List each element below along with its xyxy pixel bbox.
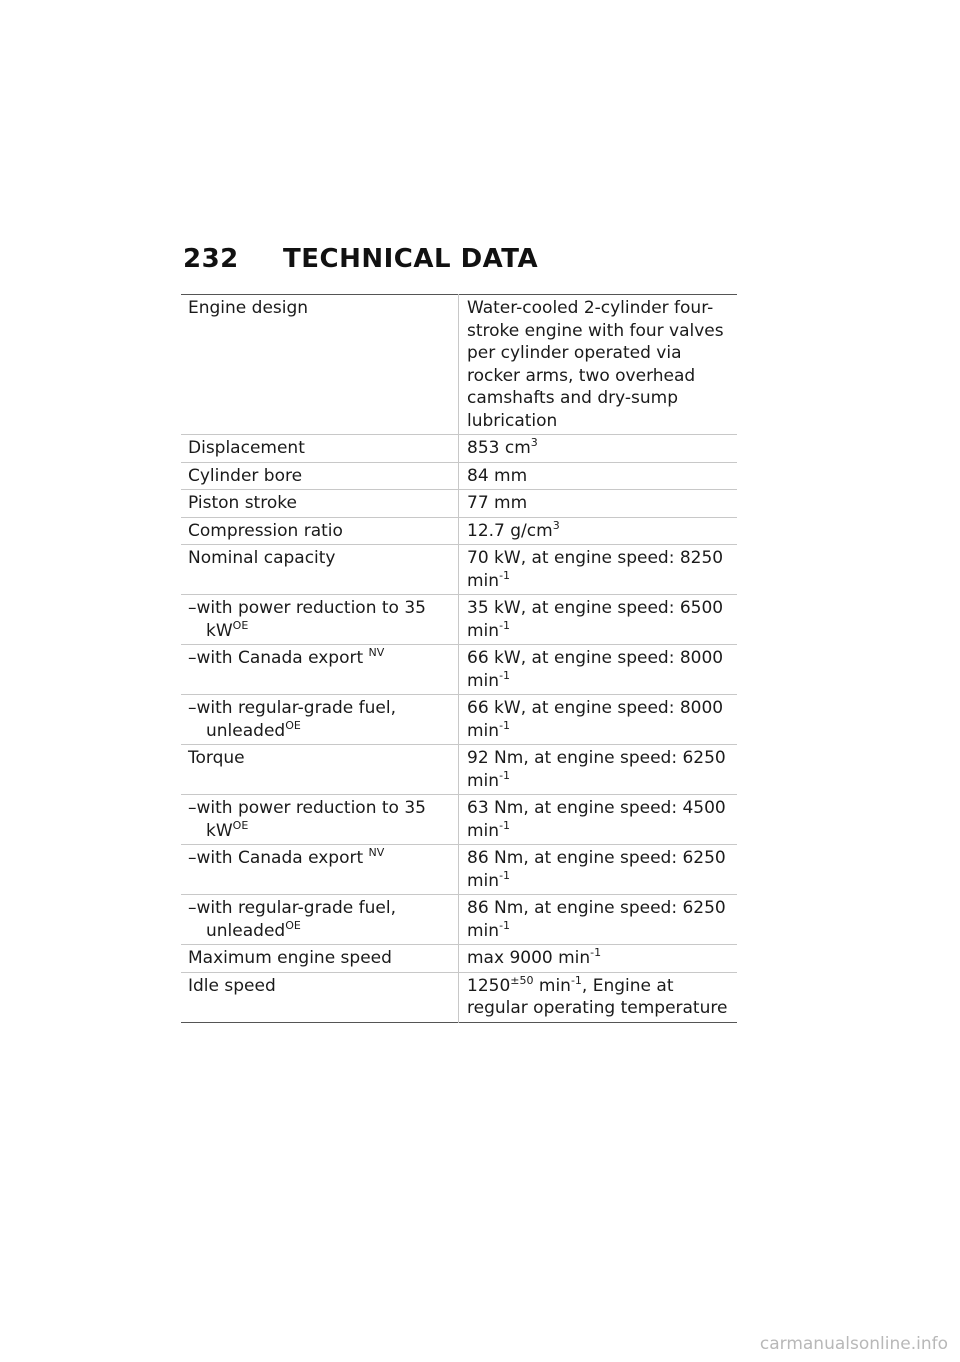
row-label: Piston stroke: [181, 490, 459, 518]
row-label: Cylinder bore: [181, 462, 459, 490]
row-value: 77 mm: [467, 493, 528, 513]
row-label: –with Canada export $^{NV}$: [181, 645, 459, 695]
row-value: 92 Nm, at engine speed: 6250 $\min^{-1}$: [467, 748, 726, 791]
row-label: –with power reduction to 35 $kW^{OE}$: [181, 795, 459, 845]
page-number: 232: [183, 244, 239, 274]
row-value: 86 Nm, at engine speed: 6250 $\min^{-1}$: [467, 848, 726, 891]
table-row: [181, 645, 737, 695]
technical-data-table: [181, 294, 737, 1023]
table-row: [181, 972, 737, 1022]
row-value: 86 Nm, at engine speed: 6250 $\min^{-1}$: [467, 898, 726, 941]
row-label: Engine design: [181, 295, 459, 435]
row-label: Torque: [181, 745, 459, 795]
row-value: 66 kW, at engine speed: 8000 $\min^{-1}$: [467, 648, 724, 691]
row-value: $1250^{\pm 50}$ $\min^{-1}$, Engine at regular operating temperature: [467, 973, 728, 1018]
row-value: 70 kW, at engine speed: 8250 $\min^{-1}$: [467, 548, 724, 591]
footer-watermark: carmanualsonline.info: [759, 1334, 948, 1354]
row-value: 66 kW, at engine speed: 8000 $\min^{-1}$: [467, 698, 724, 741]
row-value: Water-cooled 2-cylinder four-stroke engine with four valves per cylinder operated via rocker arms, two overhead camshafts and dry-sump lubrication: [467, 298, 724, 431]
row-label: Idle speed: [181, 972, 459, 1022]
row-label: Nominal capacity: [181, 545, 459, 595]
row-value: 35 kW, at engine speed: 6500 $\min^{-1}$: [467, 598, 724, 641]
row-label: Displacement: [181, 435, 459, 463]
row-value: max 9000 $\min^{-1}$: [467, 946, 602, 968]
table-row: [181, 745, 737, 795]
row-value: 853 $cm^3$: [467, 436, 538, 458]
table-row: [181, 895, 737, 945]
row-value: 12.7 $g/cm^3$: [467, 518, 560, 541]
table-row: [181, 517, 737, 545]
table-row: [181, 295, 737, 435]
table-row: [181, 595, 737, 645]
row-value: 63 Nm, at engine speed: 4500 $\min^{-1}$: [467, 798, 726, 841]
table-row: [181, 845, 737, 895]
table-row: [181, 695, 737, 745]
table-row: [181, 462, 737, 490]
table-row: [181, 945, 737, 973]
table-row: [181, 545, 737, 595]
page-title: TECHNICAL DATA: [283, 244, 539, 274]
table-row: [181, 435, 737, 463]
row-value: 84 mm: [467, 465, 528, 486]
row-label: –with power reduction to 35 $kW^{OE}$: [181, 595, 459, 645]
row-label: –with Canada export $^{NV}$: [181, 845, 459, 895]
row-label: –with regular-grade fuel, unleaded$^{OE}$: [181, 695, 459, 745]
table-row: [181, 795, 737, 845]
row-label: Maximum engine speed: [181, 945, 459, 973]
row-label: Compression ratio: [181, 517, 459, 545]
row-label: –with regular-grade fuel, unleaded$^{OE}$: [181, 895, 459, 945]
page-header: [183, 244, 538, 274]
table-row: [181, 490, 737, 518]
